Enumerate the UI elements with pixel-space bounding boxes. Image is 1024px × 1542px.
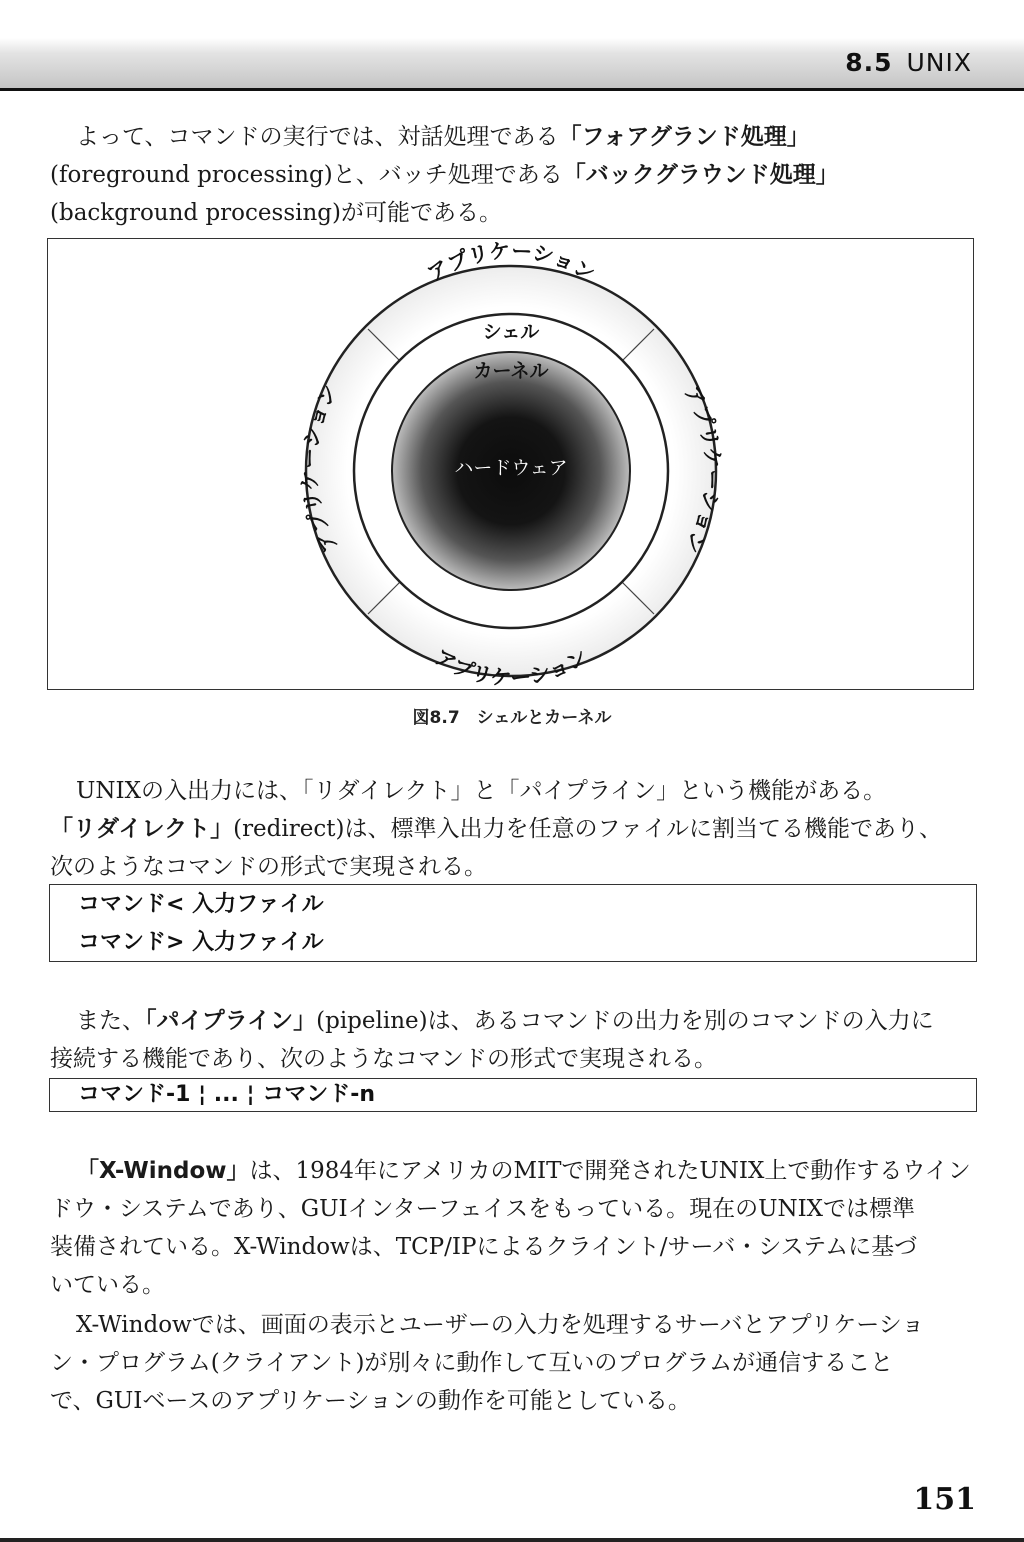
label-hardware: ハードウェア bbox=[454, 457, 568, 479]
para4-line-2: ドウ・システムであり、GUIインターフェイスをもっている。現在のUNIXでは標準 bbox=[50, 1196, 916, 1222]
shell-kernel-diagram bbox=[48, 239, 975, 691]
bottom-rule bbox=[0, 1538, 1024, 1542]
para4-text-1: は、1984年にアメリカのMITで開発されたUNIX上で動作するウイン bbox=[249, 1158, 971, 1184]
label-application-top: アプリケーション bbox=[423, 239, 599, 287]
para2-line-2: (redirect)は、標準入出力を任意のファイルに割当てる機能であり、 bbox=[233, 816, 942, 842]
paragraph-foreground-background bbox=[50, 118, 976, 232]
paragraph-x-window bbox=[50, 1152, 976, 1304]
para2-line-3: 次のようなコマンドの形式で実現される。 bbox=[50, 854, 487, 880]
term-redirect: 「リダイレクト」 bbox=[50, 816, 234, 842]
label-application-left: アプリケーション bbox=[297, 381, 343, 557]
para3-line-2: 接続する機能であり、次のようなコマンドの形式で実現される。 bbox=[50, 1046, 717, 1072]
label-application-right: アプリケーション bbox=[679, 381, 725, 557]
label-application-bottom: アプリケーション bbox=[430, 644, 592, 691]
page-number: 151 bbox=[913, 1482, 976, 1517]
running-header bbox=[0, 38, 1024, 91]
term-pipeline: 「パイプライン」 bbox=[145, 1008, 317, 1034]
pipeline-syntax: コマンド-1 ¦ ... ¦ コマンド-n bbox=[78, 1082, 376, 1107]
paragraph-x-window-architecture bbox=[50, 1306, 976, 1420]
paragraph-redirect bbox=[50, 772, 976, 886]
running-header-text bbox=[845, 48, 972, 77]
term-background: 「バックグラウンド処理」 bbox=[562, 162, 839, 188]
label-shell: シェル bbox=[482, 321, 540, 343]
section-number: 8.5 bbox=[845, 48, 893, 77]
para1-text-1: よって、コマンドの実行では、対話処理である bbox=[76, 124, 559, 150]
para1-text-3: (background processing)が可能である。 bbox=[50, 200, 502, 226]
paragraph-pipeline bbox=[50, 1002, 976, 1078]
figure-shell-kernel bbox=[47, 238, 974, 690]
label-kernel: カーネル bbox=[473, 360, 549, 382]
para4-line-3: 装備されている。X-Windowは、TCP/IPによるクライント/サーバ・システムに基づ bbox=[50, 1234, 918, 1260]
redirect-syntax-input: コマンド< 入力ファイル bbox=[78, 892, 324, 917]
para1-text-2: (foreground processing)と、バッチ処理である bbox=[50, 162, 563, 188]
para3-text-1: また、 bbox=[76, 1008, 145, 1034]
redirect-syntax-box bbox=[49, 884, 977, 962]
para4-line-4: いている。 bbox=[50, 1272, 165, 1298]
term-foreground: 「フォアグランド処理」 bbox=[558, 124, 810, 150]
para3-text-2: (pipeline)は、あるコマンドの出力を別のコマンドの入力に bbox=[316, 1008, 934, 1034]
redirect-syntax-output: コマンド> 入力ファイル bbox=[78, 930, 324, 955]
para5-line-1: X-Windowでは、画面の表示とユーザーの入力を処理するサーバとアプリケーショ bbox=[76, 1312, 925, 1338]
figure-caption: 図8.7 シェルとカーネル bbox=[412, 708, 612, 728]
para5-line-3: で、GUIベースのアプリケーションの動作を可能としている。 bbox=[50, 1388, 691, 1414]
para5-line-2: ン・プログラム(クライアント)が別々に動作して互いのプログラムが通信すること bbox=[50, 1350, 894, 1376]
para2-line-1: UNIXの入出力には、「リダイレクト」と「パイプライン」という機能がある。 bbox=[76, 778, 887, 804]
term-x-window: 「X-Window」 bbox=[76, 1158, 250, 1184]
section-title: UNIX bbox=[906, 48, 972, 77]
pipeline-syntax-box bbox=[49, 1078, 977, 1112]
